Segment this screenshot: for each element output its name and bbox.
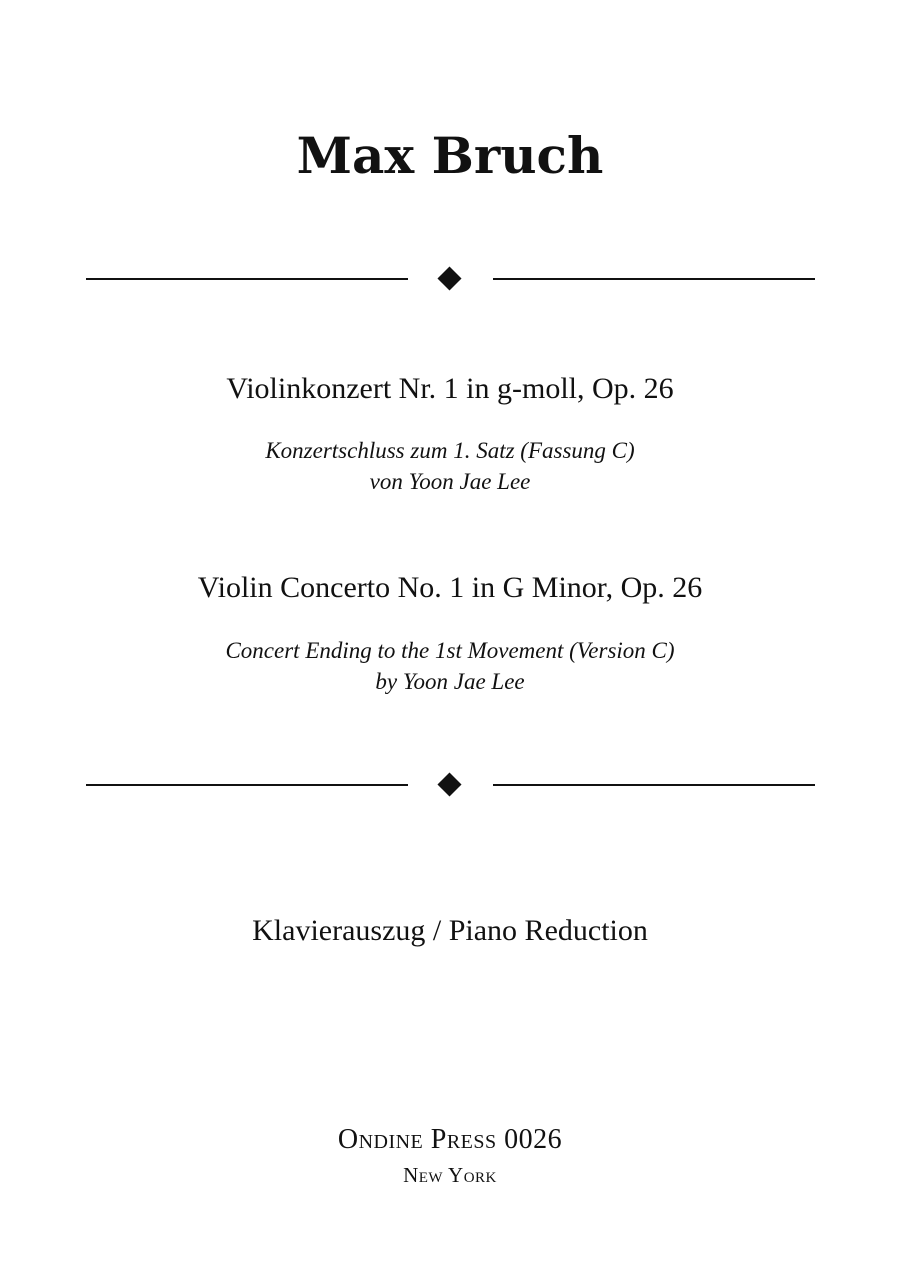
composer-name: Max Bruch	[296, 126, 604, 185]
german-work-title: Violinkonzert Nr. 1 in g-moll, Op. 26	[226, 372, 674, 405]
divider-line-right	[493, 784, 815, 786]
english-work-title: Violin Concerto No. 1 in G Minor, Op. 26	[197, 571, 703, 604]
german-arranger: von Yoon Jae Lee	[369, 469, 531, 494]
english-subtitle: Concert Ending to the 1st Movement (Version C)	[225, 638, 675, 663]
publisher-city: New York	[403, 1163, 497, 1187]
divider-line-left	[86, 278, 408, 280]
divider-line-right	[493, 278, 815, 280]
diamond-ornament-icon	[437, 266, 461, 290]
publisher-name: Ondine Press 0026	[337, 1124, 563, 1155]
bottom-ornamental-divider	[0, 770, 900, 800]
edition-type: Klavierauszug / Piano Reduction	[252, 914, 648, 947]
top-ornamental-divider	[0, 264, 900, 294]
german-subtitle: Konzertschluss zum 1. Satz (Fassung C)	[265, 438, 635, 463]
diamond-ornament-icon	[437, 772, 461, 796]
divider-line-left	[86, 784, 408, 786]
english-arranger: by Yoon Jae Lee	[375, 669, 525, 694]
